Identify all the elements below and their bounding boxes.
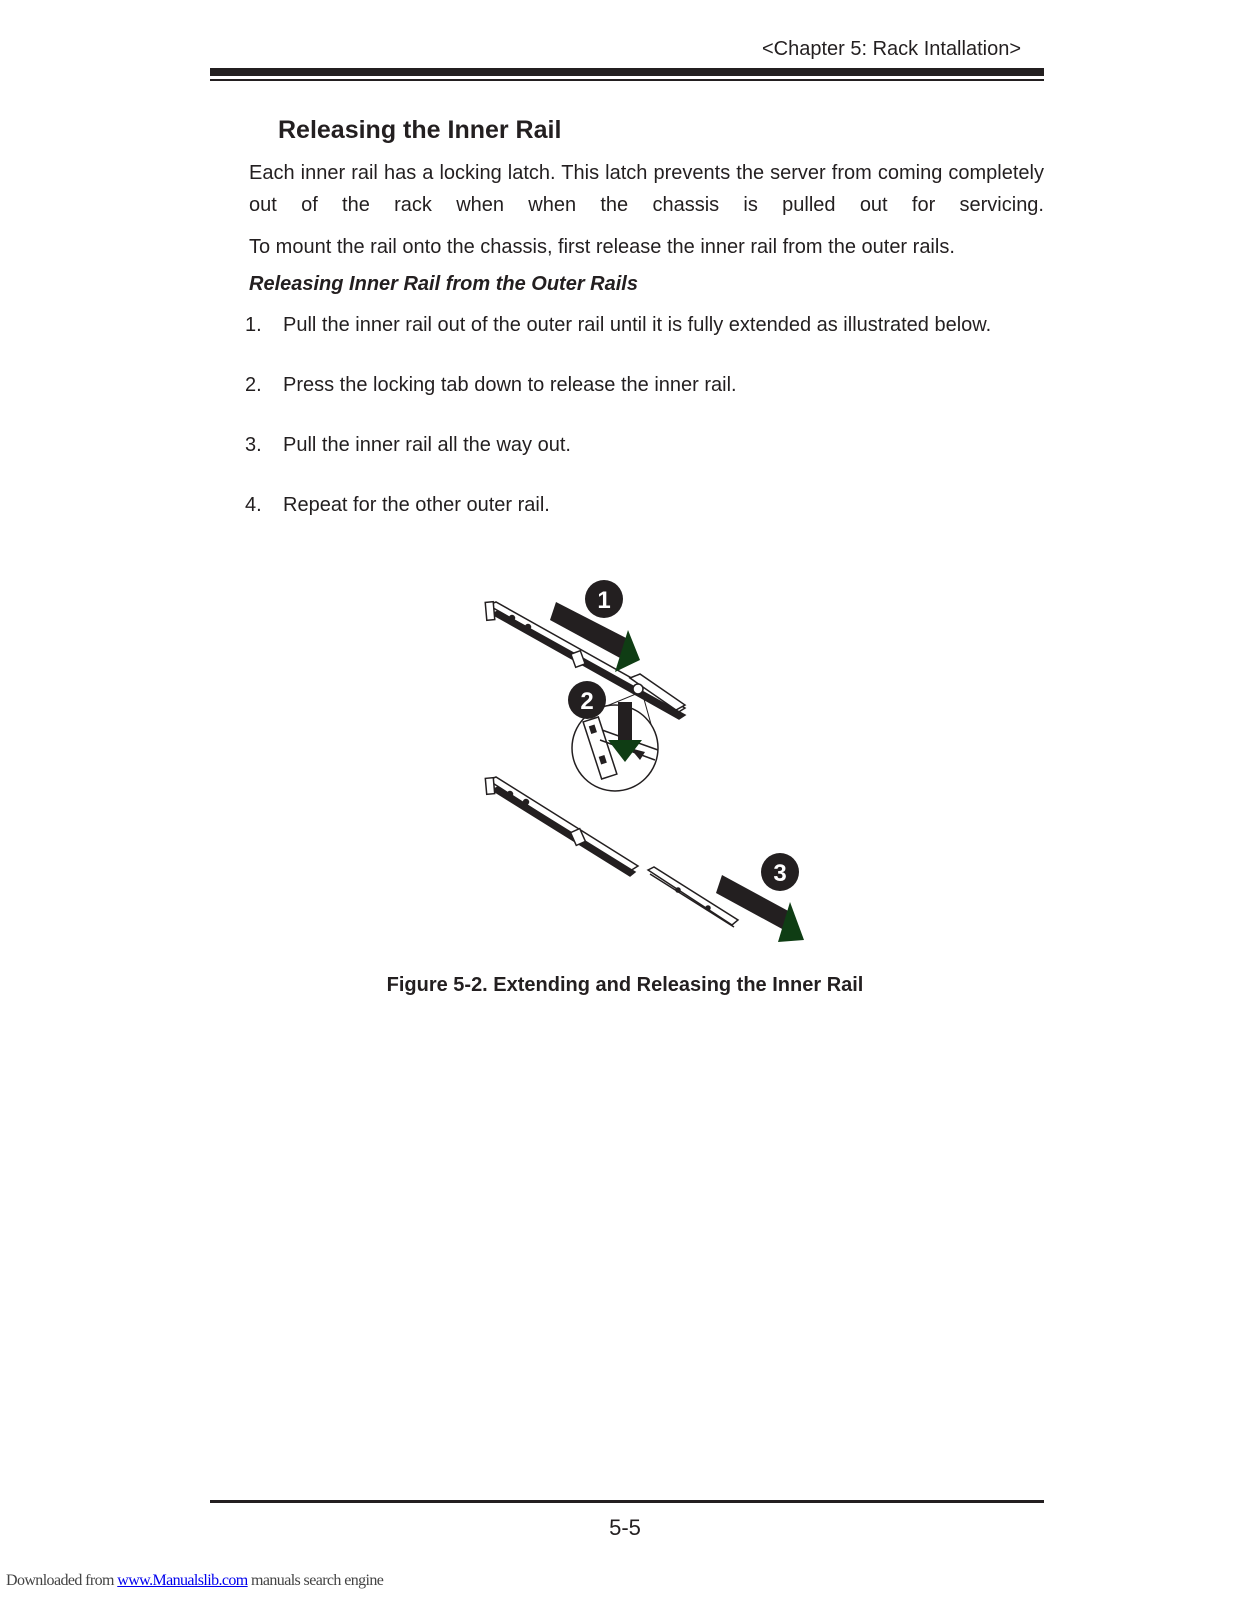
step-2 [245,374,737,397]
step-text: Pull the inner rail out of the outer rail until it is fully extended as illustrated below. [283,314,992,336]
section-title: Releasing the Inner Rail [278,116,562,144]
step-number: 2. [245,374,262,396]
step-number: 3. [245,434,262,456]
lower-rail [485,777,638,876]
mount-paragraph: To mount the rail onto the chassis, first release the inner rail from the outer rails. [249,236,955,258]
footer-rule [210,1500,1044,1503]
step-4 [245,494,550,517]
step-1 [245,314,991,337]
header-rule-thin [210,79,1044,81]
callout-1 [585,580,623,618]
chapter-header: <Chapter 5: Rack Intallation> [761,38,1021,60]
page-number: 5-5 [609,1515,641,1540]
manualslib-link[interactable]: www.Manualslib.com [117,1572,248,1589]
callout-2 [568,681,606,719]
figure-caption: Figure 5-2. Extending and Releasing the Inner Rail [386,974,864,996]
callout-1-label: 1 [597,587,611,614]
rail-release-illustration [480,580,820,970]
step-text: Pull the inner rail all the way out. [283,434,571,456]
step-3 [245,434,571,457]
step-number: 4. [245,494,262,516]
procedure-subheading: Releasing Inner Rail from the Outer Rails [249,273,638,295]
callout-2-label: 2 [580,688,594,715]
download-footer [6,1572,383,1590]
callout-3-label: 3 [773,860,787,887]
step-text: Repeat for the other outer rail. [283,494,550,516]
step-number: 1. [245,314,262,336]
step-text: Press the locking tab down to release the inner rail. [283,374,737,396]
intro-paragraph: Each inner rail has a locking latch. This latch prevents the server from coming completely out of the rack when when the chassis is pulled out for servicing. [249,162,1044,216]
footer-prefix: Downloaded from [6,1572,118,1589]
callout-3 [761,853,799,891]
header-rule-thick [210,68,1044,76]
footer-suffix: manuals search engine [247,1572,384,1589]
